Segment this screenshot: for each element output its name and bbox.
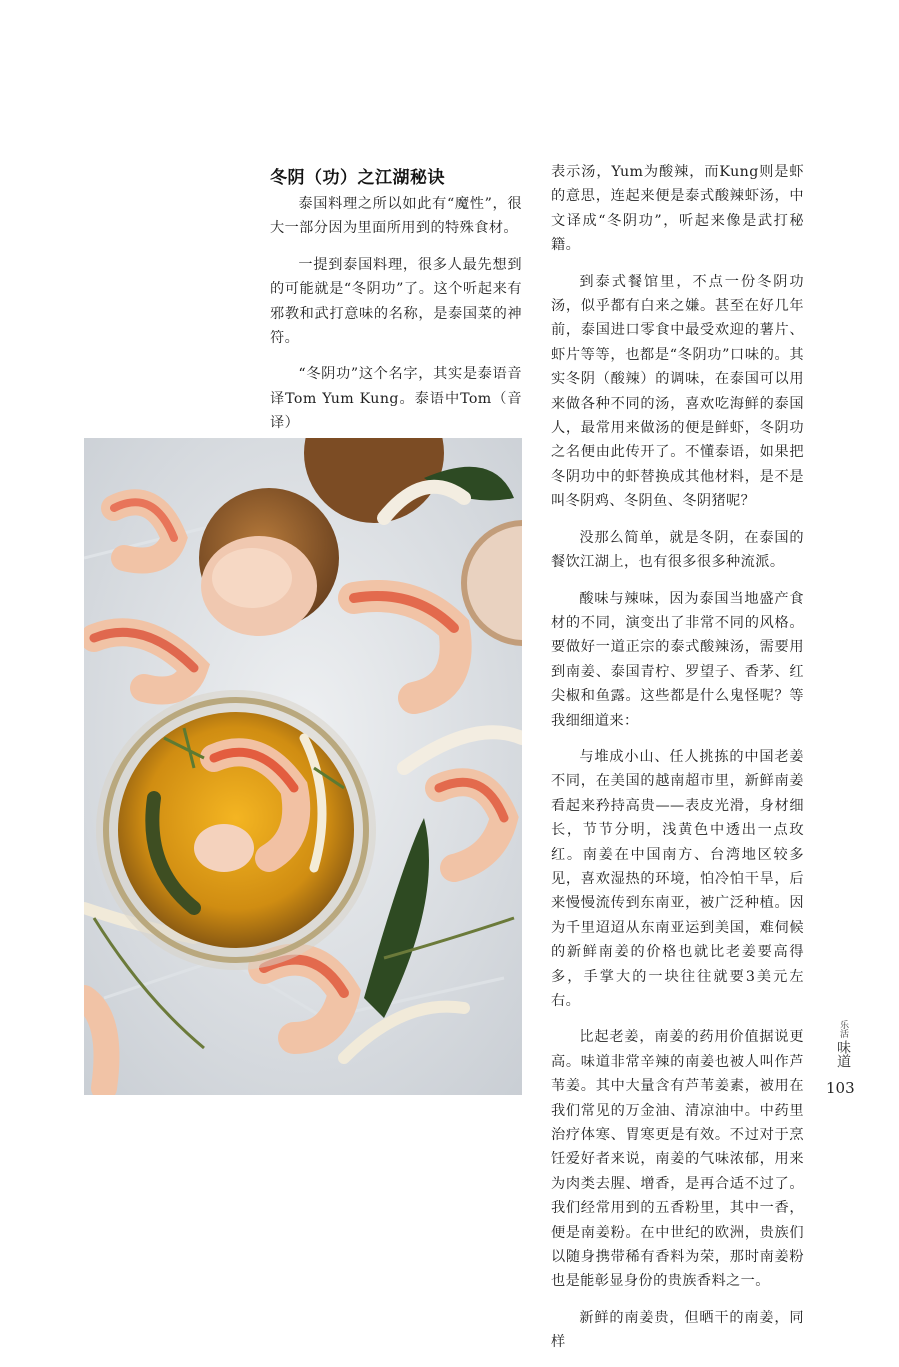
section-tag-small: 乐活 [838, 1020, 848, 1038]
paragraph: 比起老姜，南姜的药用价值据说更高。味道非常辛辣的南姜也被人叫作芦苇姜。其中大量含有芦苇姜素，被用在我们常见的万金油、清凉油中。中药里治疗体寒、胃寒更是有效。不过对于烹饪爱好者来说，南姜的气味浓郁，用来为肉类去腥、增香，是再合适不过了。我们经常用到的五香粉里，其中一香，便是南姜粉。在中世纪的欧洲，贵族们以随身携带稀有香料为荣，那时南姜粉也是能彰显身份的贵族香料之一。 [551, 1029, 804, 1290]
paragraph: 新鲜的南姜贵，但晒干的南姜，同样 [551, 1309, 804, 1351]
paragraph: 酸味与辣味，因为泰国当地盛产食材的不同，演变出了非常不同的风格。要做好一道正宗的泰式酸辣汤，需要用到南姜、泰国青柠、罗望子、香茅、红尖椒和鱼露。这些都是什么鬼怪呢？等我细细道来： [551, 590, 804, 729]
paragraph: 一提到泰国料理，很多人最先想到的可能就是“冬阴功”了。这个听起来有邪教和武打意味的名称，是泰国菜的神符。 [270, 256, 522, 347]
tom-yum-shrimp-photo [84, 438, 522, 1095]
paragraph: 泰国料理之所以如此有“魔性”，很大一部分因为里面所用到的特殊食材。 [270, 196, 522, 237]
paragraph: 没那么简单，就是冬阴，在泰国的餐饮江湖上，也有很多很多种流派。 [551, 529, 804, 571]
section-tag [832, 1020, 854, 1068]
paragraph: 与堆成小山、任人挑拣的中国老姜不同，在美国的越南超市里，新鲜南姜看起来矜持高贵——表皮光滑，身材细长，节节分明，浅黄色中透出一点玫红。南姜在中国南方、台湾地区较多见，喜欢湿热的环境，怕冷怕干旱，后来慢慢流传到东南亚，被广泛种植。因为千里迢迢从东南亚运到美国，难伺候的新鲜南姜的价格也就比老姜要高得多，手掌大的一块往往就要3美元左右。 [551, 748, 804, 1009]
paragraph: 到泰式餐馆里，不点一份冬阴功汤，似乎都有白来之嫌。甚至在好几年前，泰国进口零食中最受欢迎的薯片、虾片等等，也都是“冬阴功”口味的。其实冬阴（酸辣）的调味，在泰国可以用来做各种不同的汤，喜欢吃海鲜的泰国人，最常用来做汤的便是鲜虾，冬阴功之名便由此传开了。不懂泰语，如果把冬阴功中的虾替换成其他材料，是不是叫冬阴鸡、冬阴鱼、冬阴猪呢？ [551, 273, 804, 510]
left-column [270, 192, 522, 448]
paragraph: “冬阴功”这个名字，其实是泰语音译Tom Yum Kung。泰语中Tom（音译） [270, 366, 522, 432]
paragraph-continuation: 表示汤，Yum为酸辣，而Kung则是虾的意思，连起来便是泰式酸辣虾汤，中文译成“冬阴功”，听起来像是武打秘籍。 [551, 164, 804, 254]
section-tag-big: 味道 [835, 1040, 851, 1068]
page-number: 103 [826, 1079, 855, 1097]
article-title: 冬阴（功）之江湖秘诀 [270, 168, 445, 188]
right-column [551, 160, 804, 1367]
